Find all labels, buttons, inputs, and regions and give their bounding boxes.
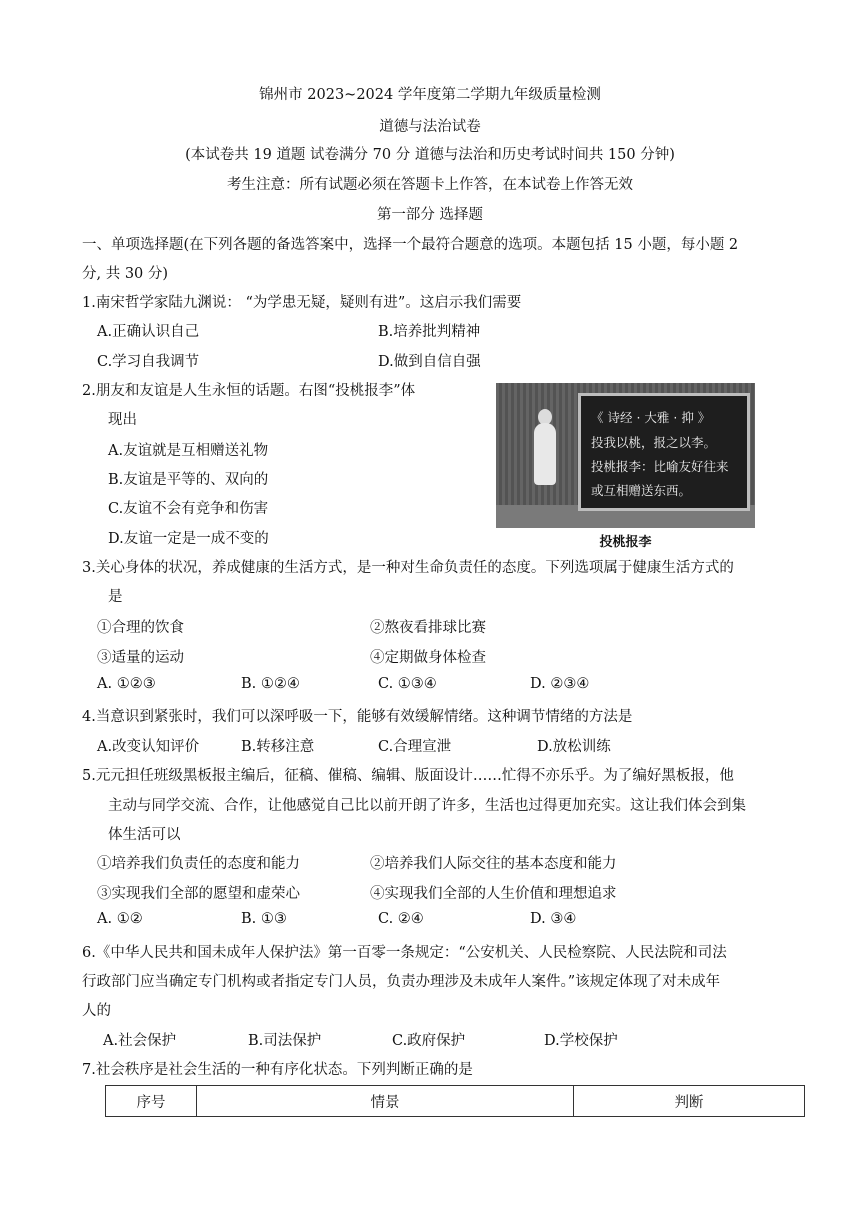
q7-header-index: 序号 <box>106 1086 197 1117</box>
q7-stem: 7.社会秩序是社会生活的一种有序化状态。下列判断正确的是 <box>82 1062 473 1078</box>
q4-option-d: D.放松训练 <box>537 739 611 755</box>
q6-stem-line3: 人的 <box>82 1003 111 1019</box>
q6-stem-line1: 6.《中华人民共和国未成年人保护法》第一百零一条规定：“公安机关、人民检察院、人民法院和司法 <box>82 945 727 961</box>
q3-stem-line1: 3.关心身体的状况，养成健康的生活方式，是一种对生命负责任的态度。下列选项属于健康生活方式的 <box>82 560 734 576</box>
q1-option-b: B.培养批判精神 <box>378 324 481 340</box>
q5-option-a: A. ①② <box>97 911 143 927</box>
q7-table <box>105 1085 805 1117</box>
q5-option-d: D. ③④ <box>530 911 577 927</box>
q2-stem-line1: 2.朋友和友谊是人生永恒的话题。右图“投桃报李”体 <box>82 383 416 399</box>
q4-stem: 4.当意识到紧张时，我们可以深呼吸一下，能够有效缓解情绪。这种调节情绪的方法是 <box>82 709 633 725</box>
q1-option-c: C.学习自我调节 <box>97 354 200 370</box>
board-line-4: 或互相赠送东西。 <box>591 483 692 498</box>
exam-subject: 道德与法治试卷 <box>379 119 481 135</box>
q3-statement-2: ②熬夜看排球比赛 <box>370 620 486 636</box>
figure-blackboard <box>578 393 750 511</box>
board-line-3: 投桃报李：比喻友好往来 <box>591 459 729 474</box>
q5-statement-3: ③实现我们全部的愿望和虚荣心 <box>97 886 300 902</box>
q2-option-b: B.友谊是平等的、双向的 <box>108 472 269 488</box>
q1-stem: 1.南宋哲学家陆九渊说： “为学患无疑，疑则有进”。这启示我们需要 <box>82 295 522 311</box>
q3-option-a: A. ①②③ <box>97 676 156 692</box>
q5-option-c: C. ②④ <box>378 911 424 927</box>
q3-statement-1: ①合理的饮食 <box>97 620 184 636</box>
q3-statement-4: ④定期做身体检查 <box>370 650 486 666</box>
section-intro-line2: 分, 共 30 分) <box>82 266 169 282</box>
q4-option-a: A.改变认知评价 <box>97 739 200 755</box>
q6-option-d: D.学校保护 <box>544 1033 618 1049</box>
exam-info: (本试卷共 19 道题 试卷满分 70 分 道德与法治和历史考试时间共 150 分钟) <box>185 147 675 163</box>
q1-option-d: D.做到自信自强 <box>378 354 481 370</box>
q7-table-header-row <box>106 1086 805 1117</box>
q3-stem-line2: 是 <box>108 589 123 605</box>
q5-stem-line2: 主动与同学交流、合作，让他感觉自己比以前开朗了许多，生活也过得更加充实。这让我们体会到集 <box>108 798 746 814</box>
exam-notice: 考生注意：所有试题必须在答题卡上作答，在本试卷上作答无效 <box>227 177 633 193</box>
q2-option-d: D.友谊一定是一成不变的 <box>108 531 269 547</box>
q6-option-c: C.政府保护 <box>392 1033 466 1049</box>
figure-person <box>534 423 556 485</box>
board-line-2: 投我以桃，报之以李。 <box>591 435 717 450</box>
q3-option-d: D. ②③④ <box>530 676 590 692</box>
q1-option-a: A.正确认识自己 <box>97 324 200 340</box>
q5-option-b: B. ①③ <box>241 911 287 927</box>
q5-statement-4: ④实现我们全部的人生价值和理想追求 <box>370 886 617 902</box>
q4-option-b: B.转移注意 <box>241 739 315 755</box>
section-intro-line1: 一、单项选择题(在下列各题的备选答案中，选择一个最符合题意的选项。本题包括 15 小题，每小题 2 <box>82 237 739 253</box>
q2-figure-image <box>496 383 755 528</box>
part-heading: 第一部分 选择题 <box>376 207 484 223</box>
q5-stem-line1: 5.元元担任班级黑板报主编后，征稿、催稿、编辑、版面设计……忙得不亦乐乎。为了编好黑板报，他 <box>82 768 734 784</box>
q6-stem-line2: 行政部门应当确定专门机构或者指定专门人员，负责办理涉及未成年人案件。”该规定体现了对未成年 <box>82 974 721 990</box>
board-line-1: 《 诗经 · 大雅 · 抑 》 <box>591 410 711 425</box>
q5-statement-1: ①培养我们负责任的态度和能力 <box>97 856 300 872</box>
q2-option-a: A.友谊就是互相赠送礼物 <box>108 443 269 459</box>
q5-statement-2: ②培养我们人际交往的基本态度和能力 <box>370 856 617 872</box>
q6-option-b: B.司法保护 <box>248 1033 322 1049</box>
q6-option-a: A.社会保护 <box>103 1033 177 1049</box>
q3-option-b: B. ①②④ <box>241 676 300 692</box>
q7-header-judgement: 判断 <box>574 1086 805 1117</box>
q2-figure-caption: 投桃报李 <box>599 535 652 550</box>
q3-statement-3: ③适量的运动 <box>97 650 184 666</box>
q2-option-c: C.友谊不会有竞争和伤害 <box>108 501 269 517</box>
exam-title: 锦州市 2023~2024 学年度第二学期九年级质量检测 <box>259 87 601 103</box>
q7-header-scenario: 情景 <box>197 1086 574 1117</box>
q5-stem-line3: 体生活可以 <box>108 827 181 843</box>
q4-option-c: C.合理宣泄 <box>378 739 452 755</box>
q2-stem-line2: 现出 <box>108 412 137 428</box>
q3-option-c: C. ①③④ <box>378 676 437 692</box>
